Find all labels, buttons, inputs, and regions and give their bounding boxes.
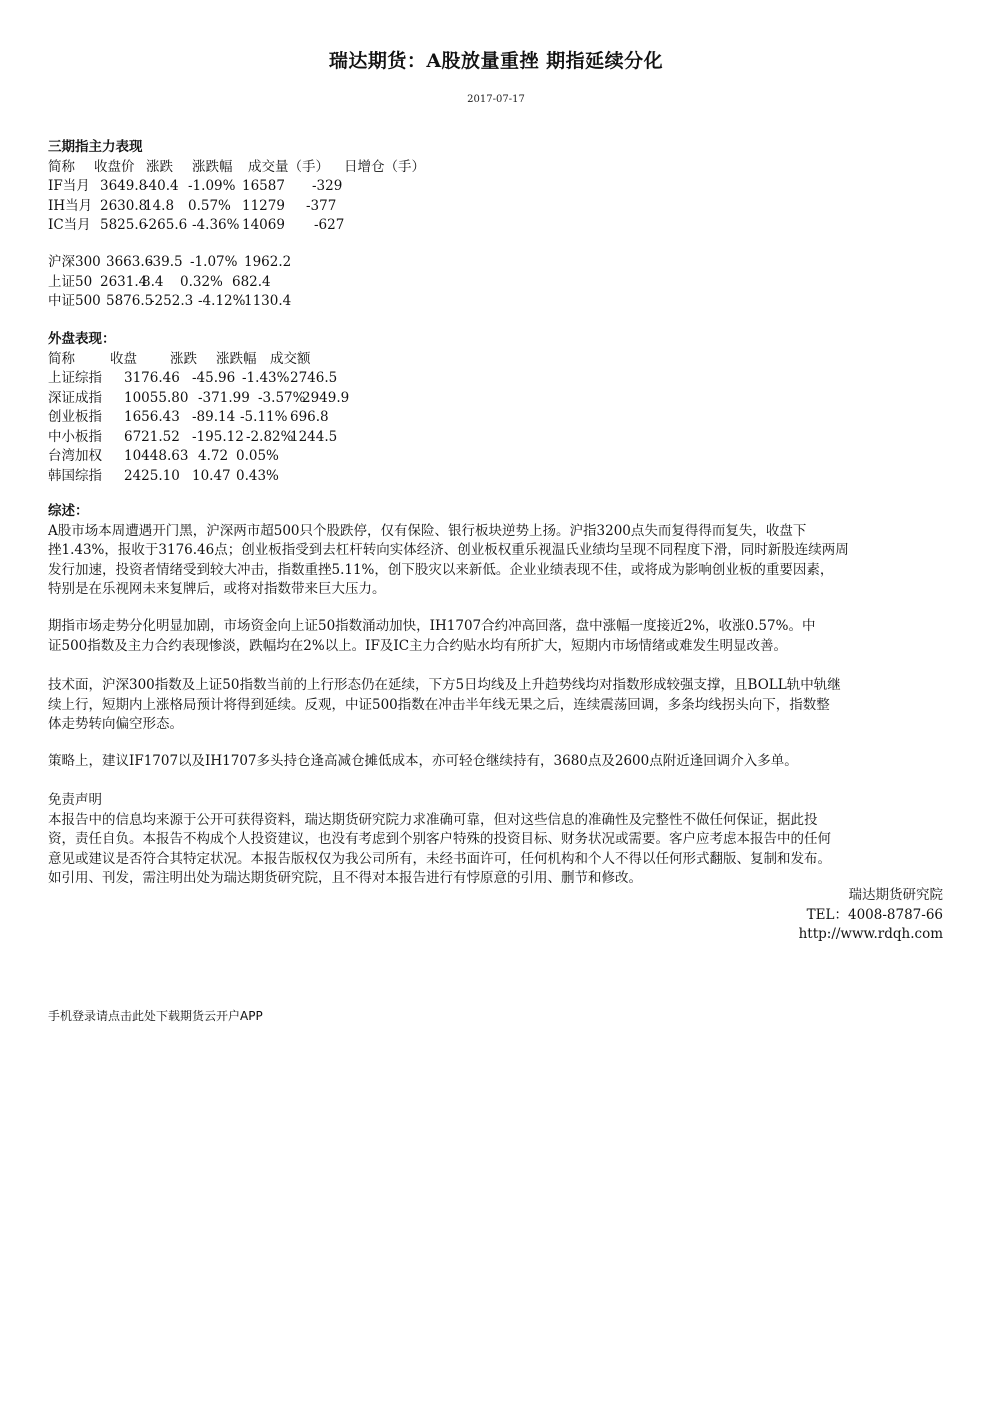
summary-paragraph-3	[48, 676, 948, 735]
futures-section	[48, 138, 948, 236]
cell-close: 3663.6	[106, 254, 154, 270]
cell-name: 中证500	[48, 293, 101, 309]
cell-change-pct: 0.32%	[180, 273, 223, 290]
external-heading: 外盘表现：	[48, 331, 116, 347]
header-volume: 成交量（手）	[248, 158, 329, 175]
table-row	[48, 253, 948, 273]
cell-name: 中小板指	[48, 428, 102, 445]
table-row	[48, 273, 948, 293]
cell-name: IF当月	[48, 178, 90, 194]
table-row	[48, 216, 948, 236]
cell-close: 3176.46	[124, 370, 180, 386]
cell-change: -40.4	[144, 178, 179, 194]
table-row	[48, 177, 948, 197]
cell-oi-change: -627	[314, 217, 345, 233]
futures-header-row	[48, 158, 948, 178]
table-row	[48, 197, 948, 217]
cell-turnover: 1962.2	[244, 254, 292, 270]
cell-change: 4.72	[198, 448, 229, 464]
header-turnover: 成交额	[270, 350, 311, 367]
summary-paragraph-2	[48, 617, 948, 656]
cell-close: 10055.80	[124, 389, 189, 406]
cell-close: 2631.4	[100, 273, 148, 290]
cell-change: -195.12	[192, 428, 244, 445]
cell-oi-change: -377	[306, 197, 337, 214]
app-download-link[interactable]: 手机登录请点击此处下载期货云开户APP	[48, 1009, 263, 1023]
text-line: 资，责任自负。本报告不构成个人投资建议，也没有考虑到个别客户特殊的投资目标、财务状况或需要。客户应考虑本报告中的任何	[48, 831, 831, 847]
cell-change-pct: -1.43%	[242, 370, 290, 386]
cell-name: 创业板指	[48, 409, 102, 425]
report-title: 瑞达期货：A股放量重挫 期指延续分化	[328, 50, 664, 72]
text-line: 如引用、刊发，需注明出处为瑞达期货研究院，且不得对本报告进行有悖原意的引用、删节和修改。	[48, 870, 642, 886]
table-row	[48, 467, 948, 487]
cell-change-pct: -3.57%	[258, 389, 306, 406]
cell-close: 2425.10	[124, 467, 180, 484]
disclaimer-section	[48, 791, 948, 889]
cell-name: 台湾加权	[48, 448, 102, 464]
text-line: 续上行，短期内上涨格局预计将得到延续。反观，中证500指数在冲击半年线无果之后，连续震荡回调，多条均线拐头向下，指数整	[48, 696, 830, 713]
cell-change: 8.4	[142, 273, 164, 290]
cell-turnover: 1130.4	[244, 293, 292, 309]
cell-change-pct: 0.57%	[188, 197, 231, 214]
cell-volume: 16587	[242, 178, 285, 194]
cell-close: 1656.43	[124, 409, 180, 425]
cell-change: -89.14	[192, 409, 236, 425]
header-change-pct: 涨跌幅	[192, 158, 233, 175]
cell-change-pct: 0.43%	[236, 467, 279, 484]
table-row	[48, 369, 948, 389]
summary-section	[48, 502, 948, 600]
text-line: 技术面，沪深300指数及上证50指数当前的上行形态仍在延续，下方5日均线及上升趋势线均对指数形成较强支撑，且BOLL轨中轨继	[48, 677, 841, 693]
cell-close: 10448.63	[124, 448, 189, 464]
header-close: 收盘	[110, 350, 137, 367]
table-row	[48, 447, 948, 467]
cell-turnover: 2746.5	[290, 370, 338, 386]
header-name: 简称	[48, 158, 75, 175]
header-oi-change: 日增仓（手）	[344, 158, 425, 175]
cell-name: 深证成指	[48, 389, 102, 406]
text-line: 挫1.43%，报收于3176.46点；创业板指受到去杠杆转向实体经济、创业板权重乐视温氏业绩均呈现不同程度下滑，同时新股连续两周	[48, 542, 849, 558]
table-row	[48, 428, 948, 448]
cell-turnover: 1244.5	[290, 428, 338, 445]
disclaimer-heading: 免责声明	[48, 792, 102, 808]
cell-name: 沪深300	[48, 254, 101, 270]
text-line: 策略上，建议IF1707以及IH1707多头持仓逢高减仓摊低成本，亦可轻仓继续持有，3680点及2600点附近逢回调介入多单。	[48, 753, 798, 769]
text-line: 特别是在乐视网未来复牌后，或将对指数带来巨大压力。	[48, 581, 386, 597]
cell-change-pct: -5.11%	[240, 409, 288, 425]
futures-heading: 三期指主力表现	[48, 139, 143, 155]
text-line: 意见或建议是否符合其特定状况。本报告版权仅为我公司所有，未经书面许可，任何机构和个人不得以任何形式翻版、复制和发布。	[48, 850, 831, 867]
cell-change: -39.5	[148, 254, 183, 270]
text-line: 体走势转向偏空形态。	[48, 716, 183, 732]
cell-change-pct: 0.05%	[236, 448, 279, 464]
cell-close: 5876.5	[106, 293, 154, 309]
cell-turnover: 682.4	[232, 273, 271, 290]
cell-name: 韩国综指	[48, 467, 102, 484]
cell-change-pct: -1.09%	[188, 178, 236, 194]
table-row	[48, 292, 948, 312]
cell-name: IH当月	[48, 197, 93, 214]
cell-volume: 14069	[242, 217, 285, 233]
header-name: 简称	[48, 350, 75, 367]
cell-name: 上证50	[48, 273, 93, 290]
cell-change-pct: -4.12%	[198, 293, 246, 309]
text-line: A股市场本周遭遇开门黑，沪深两市超500只个股跌停，仅有保险、银行板块逆势上扬。沪指3200点失而复得得而复失，收盘下	[48, 522, 807, 539]
cell-change: 10.47	[192, 467, 231, 484]
report-date: 2017-07-17	[467, 94, 525, 105]
signature-tel: TEL：4008-8787-66	[806, 906, 943, 923]
external-section	[48, 330, 948, 486]
cell-change: -371.99	[198, 389, 250, 406]
text-line: 证500指数及主力合约表现惨淡，跌幅均在2%以上。IF及IC主力合约贴水均有所扩大，短期内市场情绪或难发生明显改善。	[48, 637, 788, 654]
text-line: 发行加速，投资者情绪受到较大冲击，指数重挫5.11%，创下股灾以来新低。企业业绩表现不佳，或将成为影响创业板的重要因素，	[48, 561, 834, 578]
text-line: 本报告中的信息均来源于公开可获得资料，瑞达期货研究院力求准确可靠，但对这些信息的准确性及完整性不做任何保证，据此投	[48, 811, 818, 828]
cell-close: 5825.6	[100, 217, 148, 233]
cell-change: -265.6	[144, 217, 188, 233]
cell-close: 6721.52	[124, 428, 180, 445]
cell-name: IC当月	[48, 217, 91, 233]
indices-section	[48, 253, 948, 312]
summary-paragraph-4	[48, 752, 948, 772]
summary-paragraph-1	[48, 522, 948, 600]
header-change-pct: 涨跌幅	[216, 350, 257, 367]
cell-oi-change: -329	[312, 178, 343, 194]
signature-org: 瑞达期货研究院	[848, 887, 943, 903]
text-line: 期指市场走势分化明显加剧，市场资金向上证50指数涌动加快，IH1707合约冲高回落，盘中涨幅一度接近2%，收涨0.57%。中	[48, 618, 816, 634]
cell-volume: 11279	[242, 197, 285, 214]
cell-close: 2630.8	[100, 197, 148, 214]
cell-turnover: 696.8	[290, 409, 329, 425]
cell-name: 上证综指	[48, 370, 102, 386]
cell-turnover: 2949.9	[302, 389, 350, 406]
external-header-row	[48, 350, 948, 370]
table-row	[48, 408, 948, 428]
cell-change: -252.3	[150, 293, 194, 309]
signature	[48, 886, 948, 945]
header-change: 涨跌	[146, 158, 173, 175]
cell-change-pct: -1.07%	[190, 254, 238, 270]
signature-url[interactable]: http://www.rdqh.com	[798, 926, 943, 942]
header-change: 涨跌	[170, 350, 197, 367]
cell-change-pct: -2.82%	[246, 428, 294, 445]
cell-change: 14.8	[144, 197, 175, 214]
table-row	[48, 389, 948, 409]
summary-heading: 综述：	[48, 503, 89, 519]
cell-close: 3649.8	[100, 178, 148, 194]
header-close: 收盘价	[94, 158, 135, 175]
cell-change-pct: -4.36%	[192, 217, 240, 233]
cell-change: -45.96	[192, 370, 236, 386]
